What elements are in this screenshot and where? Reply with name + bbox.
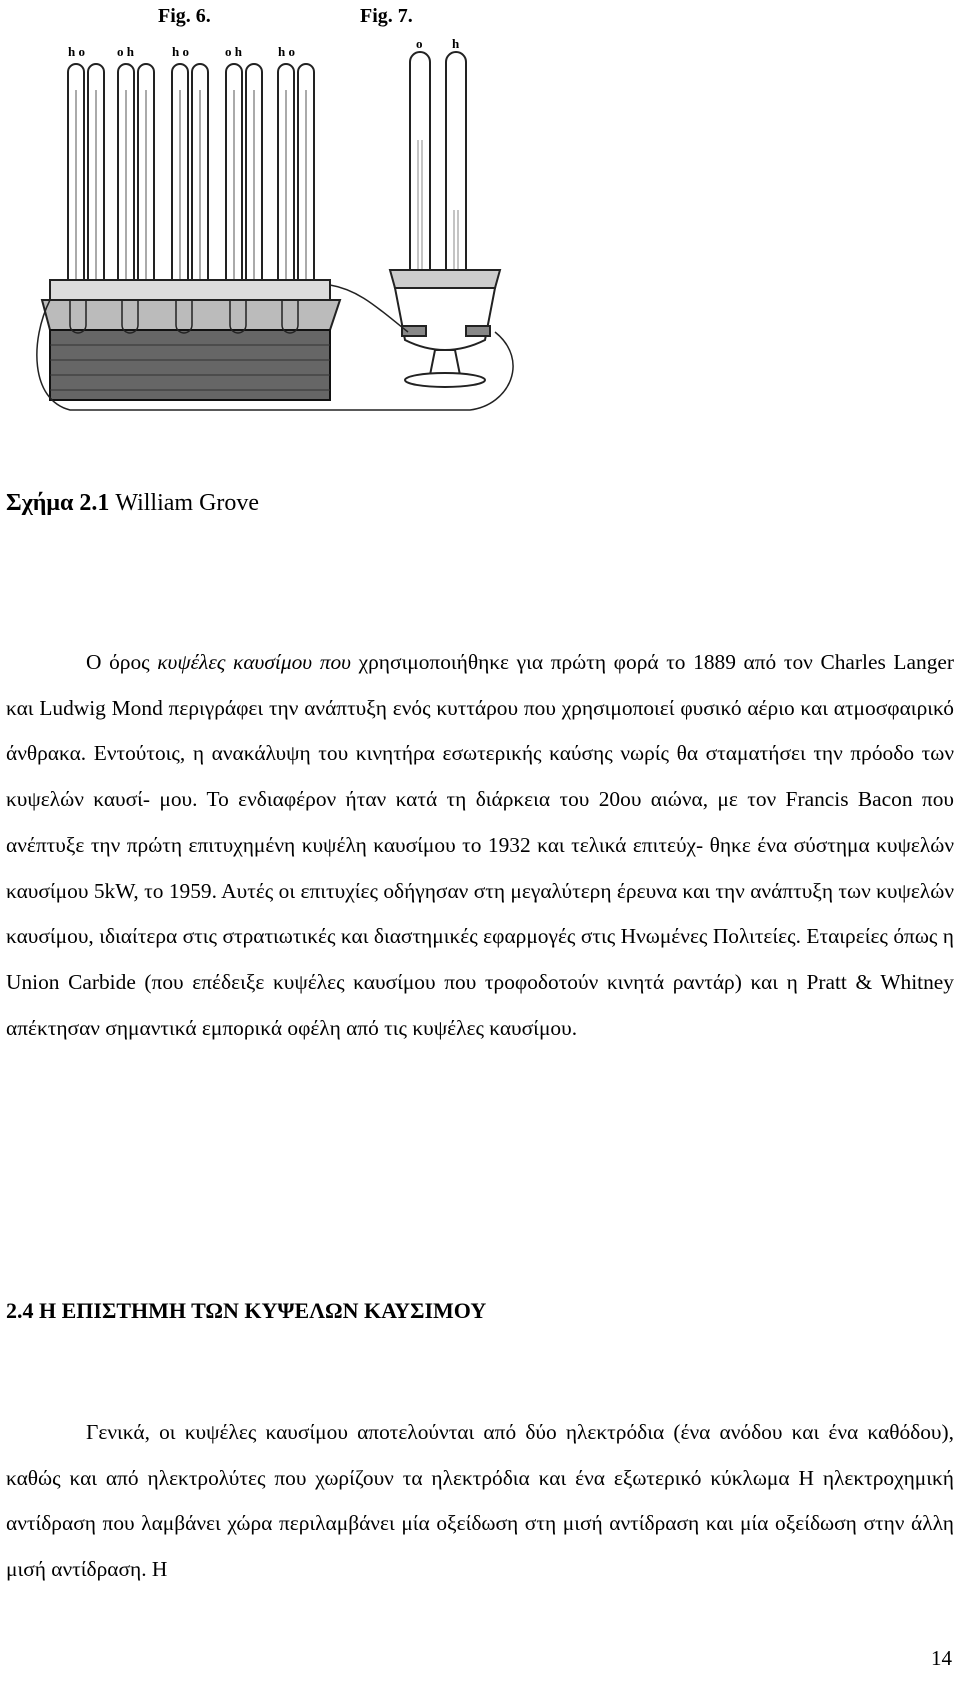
- paragraph-history: [6, 640, 954, 1051]
- fig6-tube-pair: [226, 64, 262, 300]
- fig6-tube-pair: [172, 64, 208, 300]
- page-number: 14: [931, 1646, 952, 1670]
- grove-gas-battery-figure: [30, 0, 570, 440]
- paragraph-fuel-cell-science-body: Γενικά, οι κυψέλες καυσίμου αποτελούνται από δύο ηλεκτρόδια (ένα ανόδου και ένα καθόδου), καθώς και από ηλεκτρολύτες που χωρίζουν τα ηλεκτρόδια και ένα εξωτερικό κύκλωμα Η ηλεκτροχημική αντίδραση που λαμβάνει χώρα περιλαμβάνει μία οξείδωση στη μισή αντίδραση και μία οξείδωση στην άλλη μισή αντίδραση. Η: [6, 1420, 954, 1582]
- fig6-trough: [42, 280, 340, 400]
- fig6-tube-label: h o: [172, 44, 189, 59]
- fig6-tube-label: o h: [117, 44, 134, 59]
- fig6-tube-pair: [118, 64, 154, 300]
- fig7-label: Fig. 7.: [360, 5, 413, 27]
- fig6-tube-label: h o: [68, 44, 85, 59]
- section-heading: 2.4 Η ΕΠΙΣΤΗΜΗ ΤΩΝ ΚΥΨΕΛΩΝ ΚΑΥΣΙΜΟΥ: [6, 1298, 487, 1323]
- paragraph-history-body: χρησιμοποιήθηκε για πρώτη φορά το 1889 από τον Charles Langer και Ludwig Mond περιγράφει την ανάπτυξη ενός κυττάρου που χρησιμοποιεί φυσικό αέριο και ατμοσφαιρικό άνθρακα. Εντούτοις, η ανακάλυψη του κινητήρα εσωτερικής καύσης νωρίς θα σταματήσει την πρόοδο των κυψελών καυσί- μου. Το ενδιαφέρον ήταν κατά τη διάρκεια του 20ου αιώνα, με τον Francis Bacon που ανέπτυξε την πρώτη επιτυχημένη κυψέλη καυσίμου το 1932 και τελικά επιτεύχ- θηκε ένα σύστημα κυψελών καυσίμου 5kW, το 1959. Αυτές οι επιτυχίες οδήγησαν στη μεγαλύτερη έρευνα και την ανάπτυξη των κυψελών καυσίμου, ιδιαίτερα στις στρατιωτικές και διαστημικές εφαρμογές στις Ηνωμένες Πολιτείες. Εταιρείες όπως η Union Carbide (που επέδειξε κυψέλες καυσίμου που τροφοδοτούν κινητά ραντάρ) και η Pratt & Whitney απέκτησαν σημαντικά εμπορικά οφέλη από τις κυψέλες καυσίμου.: [6, 650, 955, 1040]
- fig6-label: Fig. 6.: [158, 5, 211, 27]
- fig7-tube-label: h: [452, 36, 460, 51]
- fig7-cup: [390, 270, 500, 387]
- fig6-tube-pair: [68, 64, 104, 300]
- fig6-tube-label: h o: [278, 44, 295, 59]
- figure-caption-text: William Grove: [109, 490, 260, 516]
- fig6-tube-pair: [278, 64, 314, 300]
- fig7-tube-label: o: [416, 36, 423, 51]
- paragraph-history-lead: Ο όρος: [86, 650, 158, 674]
- figure-caption: [6, 488, 259, 518]
- figure-caption-label: Σχήμα 2.1: [6, 490, 110, 516]
- paragraph-fuel-cell-science: [6, 1410, 954, 1593]
- paragraph-history-italic-term: κυψέλες καυσίμου που: [157, 650, 351, 674]
- fig6-tube-label: o h: [225, 44, 242, 59]
- grove-apparatus-illustration: [30, 0, 570, 440]
